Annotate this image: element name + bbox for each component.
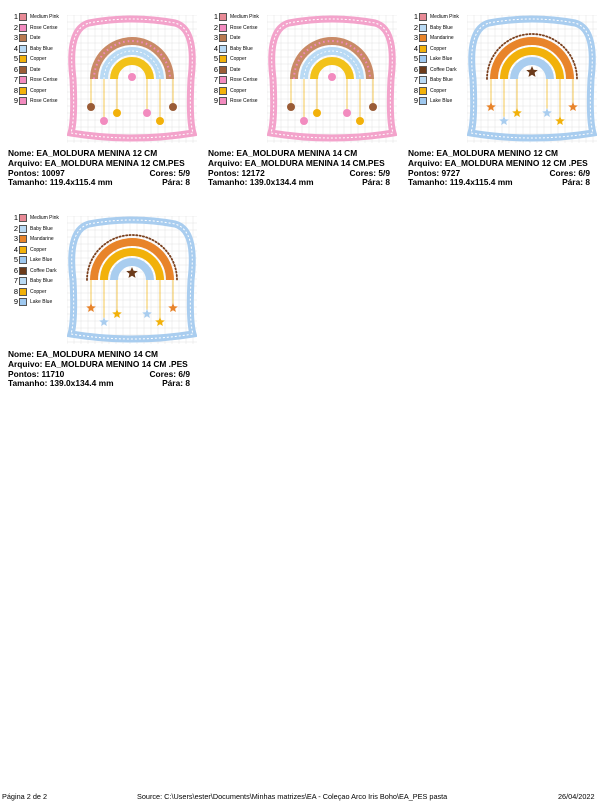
- color-swatch: [419, 45, 427, 53]
- color-row: 2 Baby Blue: [413, 22, 453, 32]
- star-icon: [168, 303, 178, 312]
- star-icon: [155, 317, 165, 326]
- design-stats: Pontos: 9727 Cores: 6/9: [408, 167, 590, 178]
- embroidery-preview: [67, 216, 197, 344]
- design-size: Tamanho: 119.4x115.4 mm Pára: 8: [8, 177, 190, 188]
- color-swatch: [19, 66, 27, 74]
- color-swatch: [19, 267, 27, 275]
- design-info: [8, 350, 190, 389]
- color-swatch: [419, 97, 427, 105]
- color-row: 3 Mandarine: [413, 33, 454, 43]
- design-info: [208, 149, 390, 188]
- color-swatch: [419, 66, 427, 74]
- color-row: 6 Coffee Dark: [413, 64, 457, 74]
- design-file: Arquivo: EA_MOLDURA MENINO 14 CM .PES: [8, 358, 188, 369]
- color-swatch: [419, 87, 427, 95]
- flower-icon: [87, 103, 95, 111]
- color-swatch: [219, 13, 227, 21]
- embroidery-preview: [67, 15, 197, 143]
- color-row: 6 Date: [13, 64, 41, 74]
- color-swatch: [419, 13, 427, 21]
- design-info: [408, 149, 590, 188]
- color-swatch: [219, 87, 227, 95]
- design-card: [408, 12, 598, 202]
- star-icon: [512, 108, 522, 117]
- color-row: 4 Baby Blue: [13, 43, 53, 53]
- star-icon: [99, 317, 109, 326]
- color-swatch: [19, 246, 27, 254]
- flower-icon: [100, 117, 108, 125]
- star-icon: [486, 102, 496, 111]
- color-swatch: [19, 34, 27, 42]
- color-swatch: [19, 256, 27, 264]
- star-icon: [112, 309, 122, 318]
- color-row: 6 Coffee Dark: [13, 265, 57, 275]
- color-swatch: [19, 97, 27, 105]
- color-swatch: [19, 45, 27, 53]
- color-swatch: [219, 24, 227, 32]
- color-row: 2 Rose Cerise: [213, 22, 258, 32]
- color-row: 1 Medium Pink: [13, 213, 59, 223]
- flower-icon: [343, 109, 351, 117]
- flower-icon: [128, 73, 136, 81]
- flower-icon: [169, 103, 177, 111]
- color-swatch: [19, 277, 27, 285]
- flower-icon: [113, 109, 121, 117]
- color-row: 3 Mandarine: [13, 234, 54, 244]
- design-name: Nome: EA_MOLDURA MENINO 14 CM: [8, 349, 158, 359]
- color-swatch: [419, 34, 427, 42]
- color-swatch: [219, 66, 227, 74]
- color-swatch: [219, 55, 227, 63]
- color-row: 4 Baby Blue: [213, 43, 253, 53]
- design-stats: Pontos: 12172 Cores: 5/9: [208, 167, 390, 178]
- color-row: 9 Rose Cerise: [213, 96, 258, 106]
- design-name: Nome: EA_MOLDURA MENINA 12 CM: [8, 148, 158, 158]
- embroidery-preview: [467, 15, 597, 143]
- color-swatch: [19, 298, 27, 306]
- color-row: 1 Medium Pink: [13, 12, 59, 22]
- color-row: 7 Baby Blue: [13, 276, 53, 286]
- design-name: Nome: EA_MOLDURA MENINO 12 CM: [408, 148, 558, 158]
- color-row: 7 Rose Cerise: [213, 75, 258, 85]
- color-row: 8 Copper: [413, 85, 447, 95]
- design-name: Nome: EA_MOLDURA MENINA 14 CM: [208, 148, 358, 158]
- star-icon: [499, 116, 509, 125]
- color-swatch: [19, 235, 27, 243]
- color-row: 2 Baby Blue: [13, 223, 53, 233]
- color-row: 3 Date: [213, 33, 241, 43]
- design-size: Tamanho: 119.4x115.4 mm Pára: 8: [408, 177, 590, 188]
- design-card: [8, 213, 198, 403]
- design-size: Tamanho: 139.0x134.4 mm Pára: 8: [8, 378, 190, 389]
- source-path: Source: C:\Users\ester\Documents\Minhas matrizes\EA - Coleçao Arco Iris Boho\EA_PES pasta: [137, 792, 448, 801]
- flower-icon: [313, 109, 321, 117]
- design-card: [208, 12, 398, 202]
- star-icon: [542, 108, 552, 117]
- color-row: 5 Lake Blue: [13, 255, 53, 265]
- design-file: Arquivo: EA_MOLDURA MENINO 12 CM .PES: [408, 157, 588, 168]
- star-icon: [568, 102, 578, 111]
- color-row: 9 Rose Cerise: [13, 96, 58, 106]
- design-file: Arquivo: EA_MOLDURA MENINA 14 CM.PES: [208, 157, 385, 168]
- star-icon: [126, 267, 137, 278]
- color-row: 7 Baby Blue: [413, 75, 453, 85]
- color-swatch: [219, 45, 227, 53]
- color-row: 9 Lake Blue: [413, 96, 453, 106]
- color-row: 4 Copper: [13, 244, 47, 254]
- color-swatch: [219, 76, 227, 84]
- color-swatch: [19, 87, 27, 95]
- color-row: 1 Medium Pink: [213, 12, 259, 22]
- color-row: 7 Rose Cerise: [13, 75, 58, 85]
- flower-icon: [356, 117, 364, 125]
- color-row: 5 Copper: [213, 54, 247, 64]
- flower-icon: [369, 103, 377, 111]
- star-icon: [555, 116, 565, 125]
- color-row: 5 Copper: [13, 54, 47, 64]
- color-row: 8 Copper: [13, 286, 47, 296]
- color-swatch: [219, 97, 227, 105]
- color-row: 2 Rose Cerise: [13, 22, 58, 32]
- design-size: Tamanho: 139.0x134.4 mm Pára: 8: [208, 177, 390, 188]
- flower-icon: [287, 103, 295, 111]
- design-stats: Pontos: 11710 Cores: 6/9: [8, 368, 190, 379]
- color-swatch: [19, 24, 27, 32]
- design-file: Arquivo: EA_MOLDURA MENINA 12 CM.PES: [8, 157, 185, 168]
- design-stats: Pontos: 10097 Cores: 5/9: [8, 167, 190, 178]
- color-swatch: [19, 214, 27, 222]
- color-swatch: [19, 288, 27, 296]
- star-icon: [142, 309, 152, 318]
- print-date: 26/04/2022: [558, 792, 595, 801]
- color-swatch: [19, 55, 27, 63]
- color-swatch: [19, 13, 27, 21]
- embroidery-preview: [267, 15, 397, 143]
- color-row: 4 Copper: [413, 43, 447, 53]
- color-swatch: [19, 76, 27, 84]
- flower-icon: [328, 73, 336, 81]
- color-row: 3 Date: [13, 33, 41, 43]
- flower-icon: [156, 117, 164, 125]
- color-row: 6 Date: [213, 64, 241, 74]
- color-row: 1 Medium Pink: [413, 12, 459, 22]
- star-icon: [526, 66, 537, 77]
- design-info: [8, 149, 190, 188]
- color-row: 8 Copper: [13, 85, 47, 95]
- color-swatch: [419, 55, 427, 63]
- color-swatch: [19, 225, 27, 233]
- color-swatch: [219, 34, 227, 42]
- color-row: 9 Lake Blue: [13, 297, 53, 307]
- star-icon: [86, 303, 96, 312]
- design-card: [8, 12, 198, 202]
- flower-icon: [300, 117, 308, 125]
- color-swatch: [419, 76, 427, 84]
- color-swatch: [419, 24, 427, 32]
- flower-icon: [143, 109, 151, 117]
- color-row: 8 Copper: [213, 85, 247, 95]
- page-number: Página 2 de 2: [2, 792, 48, 801]
- color-row: 5 Lake Blue: [413, 54, 453, 64]
